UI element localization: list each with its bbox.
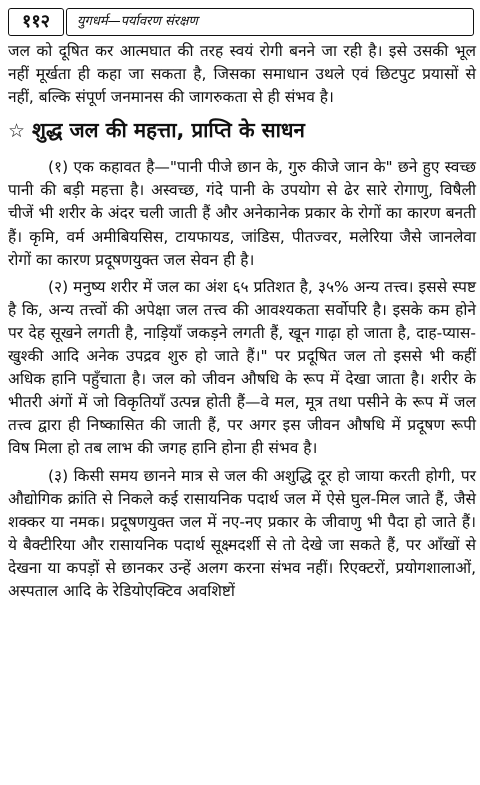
page-number: ११२	[8, 8, 64, 36]
paragraph-2: (२) मनुष्य शरीर में जल का अंश ६५ प्रतिशत है, ३५% अन्य तत्त्व। इससे स्पष्ट है कि, अन्य तत्त्वों की अपेक्षा जल तत्त्व की आवश्यकता सर्वोपरि है। इसके कम होने पर देह सूखने लगती है, नाड़ियाँ जकड़ने लगती हैं, खून गाढ़ा हो जाता है, दाह-प्यास-खुश्की आदि अनेक उपद्रव शुरु हो जाते हैं।" पर प्रदूषित जल तो इससे भी कहीं अधिक हानि पहुँचाता है। जल को जीवन औषधि के रूप में देखा जाता है। शरीर के भीतरी अंगों में जो विकृतियाँ उत्पन्न होती हैं—वे मल, मूत्र तथा पसीने के रूप में जल तत्त्व द्वारा ही निष्कासित की जाती हैं, पर अगर इस जीवन औषधि में प्रदूषण रूपी विष मिला हो तब लाभ की जगह हानि होना ही संभव है।	[8, 277, 476, 458]
paragraph-1: (१) एक कहावत है—"पानी पीजे छान के, गुरु कीजे जान के" छने हुए स्वच्छ पानी की बड़ी महत्ता है। अस्वच्छ, गंदे पानी के उपयोग से ढेर सारे रोगाणु, विषैली चीजें भी शरीर के अंदर चली जाती हैं और अनेकानेक प्रकार के रोगों का कारण बनती हैं। कृमि, वर्म अमीबियसिस, टायफायड, जांडिस, पीतज्वर, मलेरिया जैसे जानलेवा रोगों का कारण प्रदूषणयुक्त जल सेवन ही है।	[8, 158, 476, 269]
running-header	[66, 8, 474, 36]
star-outline-icon: ☆	[8, 120, 26, 143]
running-title: युगधर्म—पर्यावरण संरक्षण	[77, 14, 198, 29]
section-heading	[8, 115, 476, 146]
paragraph-3: (३) किसी समय छानने मात्र से जल की अशुद्धि दूर हो जाया करती होगी, पर औद्योगिक क्रांति से निकले कई रासायनिक पदार्थ जल में ऐसे घुल-मिल जाते हैं, जैसे शक्कर या नमक। प्रदूषणयुक्त जल में नए-नए प्रकार के जीवाणु भी पैदा हो जाते हैं। ये बैक्टीरिया और रासायनिक पदार्थ सूक्ष्मदर्शी से तो देखे जा सकते हैं, पर आँखों से देखना या कपड़ों से छानकर उन्हें अलग करना संभव नहीं। रिएक्टरों, प्रयोगशालाओं, अस्पताल आदि के रेडियोएक्टिव अवशिष्टों	[8, 466, 476, 600]
intro-paragraph: जल को दूषित कर आत्मघात की तरह स्वयं रोगी बनने जा रही है। इसे उसकी भूल नहीं मूर्खता ही कहा जा सकता है, जिसका समाधान उथले एवं छिटपुट प्रयासों से नहीं, बल्कि संपूर्ण जनमानस की जागरुकता से ही संभव है।	[8, 42, 476, 107]
page-header	[8, 8, 474, 36]
section-heading-text: शुद्ध जल की महत्ता, प्राप्ति के साधन	[32, 118, 305, 143]
page-body	[8, 40, 476, 603]
